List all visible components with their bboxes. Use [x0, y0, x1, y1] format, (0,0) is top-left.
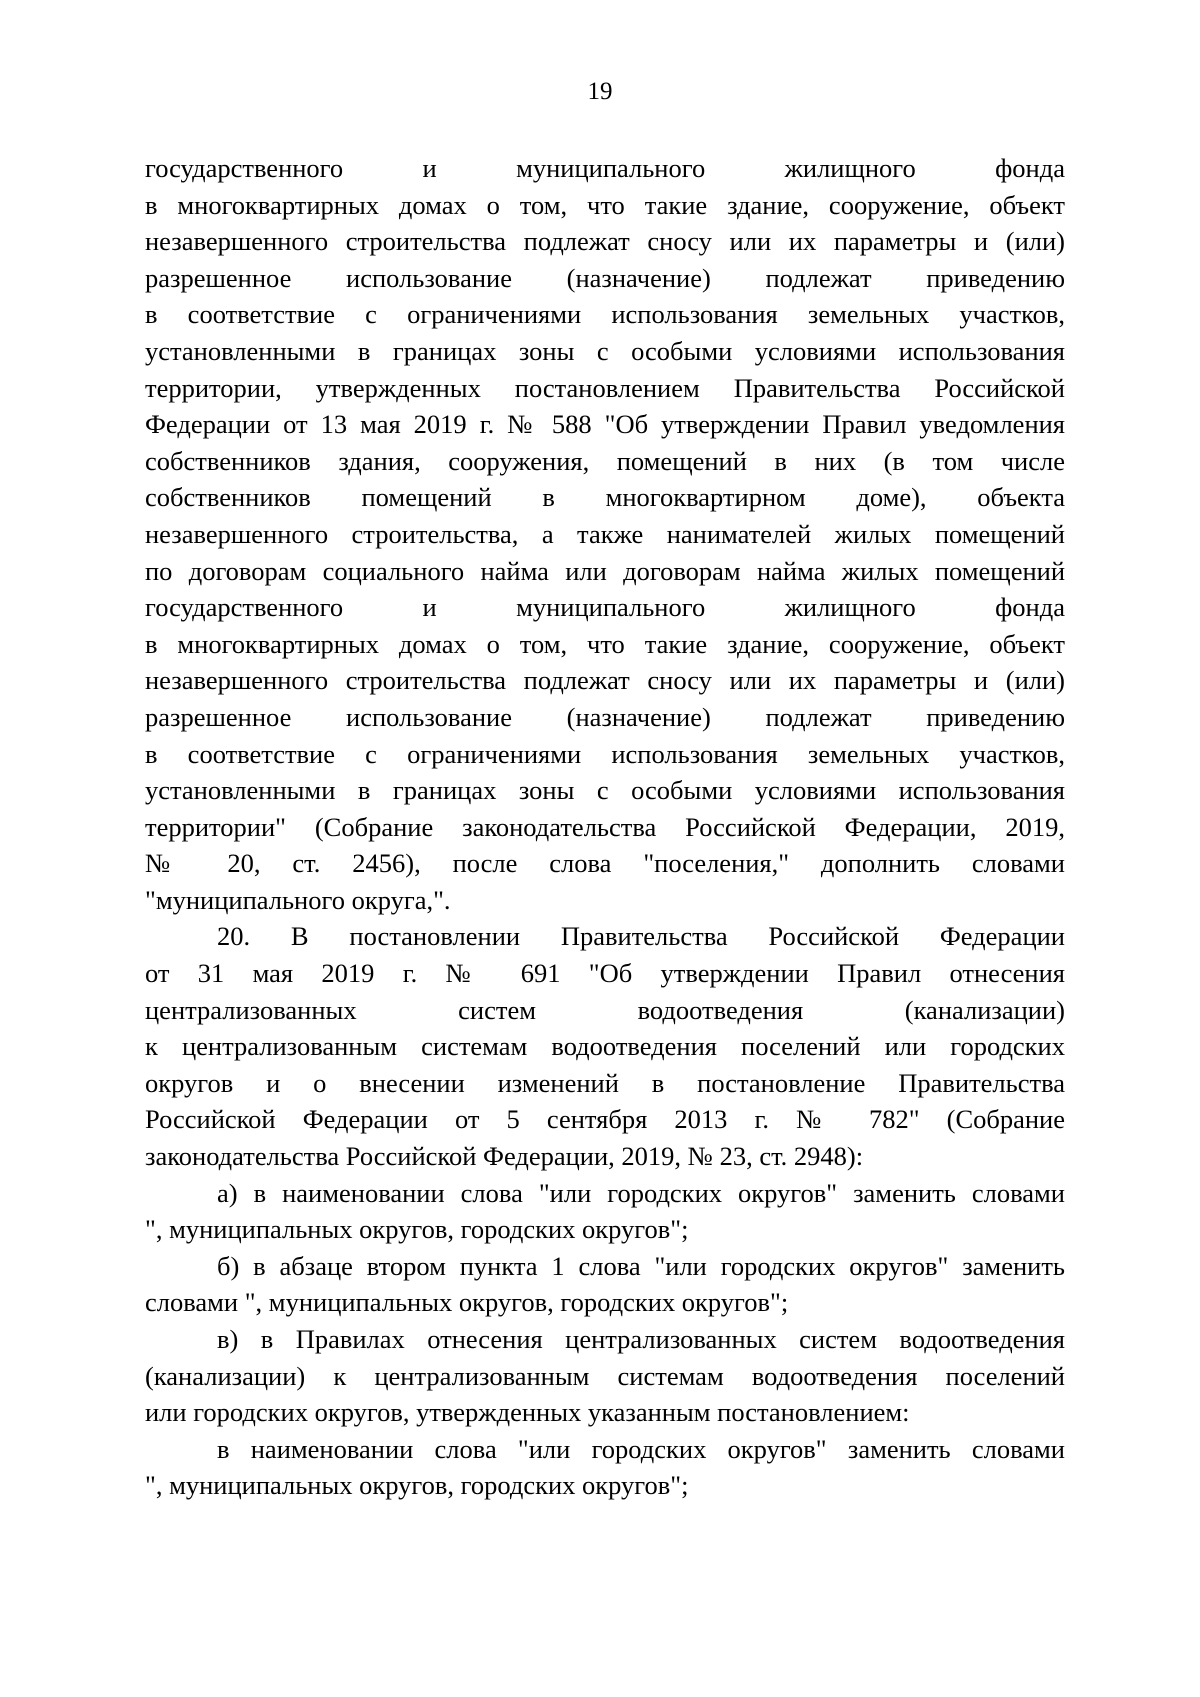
text-line: территории, утвержденных постановлением Правительства Российской — [145, 372, 1065, 403]
text-line: от 31 мая 2019 г. № 691 "Об утверждении Правил отнесения — [145, 958, 1065, 989]
text-line: округов и о внесении изменений в постановление Правительства — [145, 1067, 1065, 1098]
text-line: собственников помещений в многоквартирном доме), объекта — [145, 482, 1065, 513]
text-line: в соответствие с ограничениями использования земельных участков, — [145, 738, 1065, 769]
text-line: (канализации) к централизованным системам водоотведения поселений — [145, 1360, 1065, 1391]
body-text — [145, 150, 1065, 1504]
text-line: в наименовании слова "или городских округов" заменить словами — [217, 1433, 1065, 1464]
text-line: ", муниципальных округов, городских округов"; — [145, 1470, 689, 1501]
text-line: незавершенного строительства, а также нанимателей жилых помещений — [145, 518, 1065, 549]
text-line: государственного и муниципального жилищного фонда — [145, 153, 1065, 183]
text-line: Федерации от 13 мая 2019 г. № 588 "Об утверждении Правил уведомления — [145, 409, 1065, 440]
text-line: установленными в границах зоны с особыми условиями использования — [145, 335, 1065, 366]
text-line: по договорам социального найма или договорам найма жилых помещений — [145, 555, 1065, 586]
text-line: № 20, ст. 2456), после слова "поселения," дополнить словами — [145, 848, 1065, 879]
text-line: государственного и муниципального жилищного фонда — [145, 592, 1065, 623]
text-line: законодательства Российской Федерации, 2019, № 23, ст. 2948): — [145, 1141, 864, 1172]
text-line: словами ", муниципальных округов, городских округов"; — [145, 1287, 789, 1318]
text-line: незавершенного строительства подлежат сносу или их параметры и (или) — [145, 665, 1065, 696]
text-line: к централизованным системам водоотведения поселений или городских — [145, 1031, 1065, 1062]
text-line: 20. В постановлении Правительства Российской Федерации — [217, 921, 1065, 952]
text-line: Российской Федерации от 5 сентября 2013 г. № 782" (Собрание — [145, 1104, 1065, 1135]
text-line: незавершенного строительства подлежат сносу или их параметры и (или) — [145, 226, 1065, 257]
text-line: в) в Правилах отнесения централизованных систем водоотведения — [217, 1324, 1065, 1354]
text-line: в многоквартирных домах о том, что такие здание, сооружение, объект — [145, 628, 1065, 659]
text-line: в соответствие с ограничениями использования земельных участков, — [145, 299, 1065, 330]
text-line: или городских округов, утвержденных указанным постановлением: — [145, 1397, 910, 1428]
text-line: б) в абзаце втором пункта 1 слова "или городских округов" заменить — [217, 1250, 1065, 1281]
text-line: разрешенное использование (назначение) подлежат приведению — [145, 262, 1065, 293]
text-line: "муниципального округа,". — [145, 884, 451, 915]
text-line: ", муниципальных округов, городских округов"; — [145, 1214, 689, 1245]
text-line: собственников здания, сооружения, помещений в них (в том числе — [145, 445, 1065, 476]
text-line: а) в наименовании слова "или городских округов" заменить словами — [217, 1177, 1065, 1208]
text-line: в многоквартирных домах о том, что такие здание, сооружение, объект — [145, 189, 1065, 220]
text-line: разрешенное использование (назначение) подлежат приведению — [145, 701, 1065, 732]
text-line: территории" (Собрание законодательства Российской Федерации, 2019, — [145, 811, 1065, 842]
text-line: централизованных систем водоотведения (канализации) — [145, 994, 1065, 1025]
text-line: установленными в границах зоны с особыми условиями использования — [145, 775, 1065, 806]
page-number: 19 — [587, 78, 613, 105]
